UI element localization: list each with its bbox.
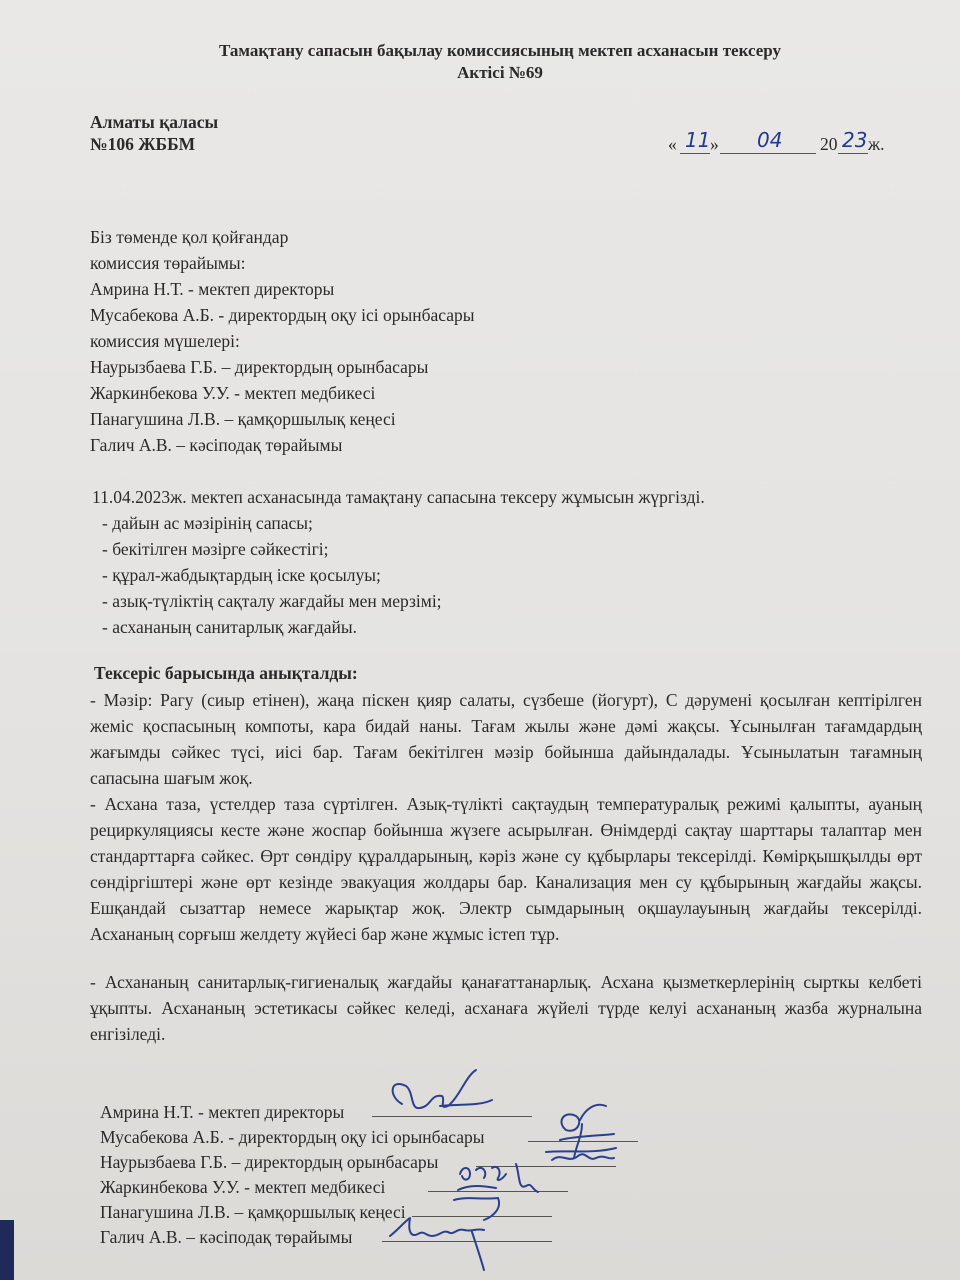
city: Алматы қаласы <box>90 112 219 132</box>
findings-paragraph: - Асхана таза, үстелдер таза сүртілген. Азық-түлікті сақтаудың температуралық режимі қалыпты, ауаның рециркуляциясы кесте және жоспар бойынша жүзеге асырылған. Өнімдерді сақтау шарттары талаптар мен стандарттарға сәйкес. Өрт сөндіру құралдарының, кәріз және су құбырлары тексерілді. Көмірқышқылды өрт сөндіргіштері және өрт кезінде эвакуация жолдары бар. Канализация мен су құбырының жағдайы жақсы. Ешқандай сызаттар немесе жарықтар жоқ. Электр сымдарының оқшаулауының жағдайы тексерілді. Асхананың сорғыш желдету жүйесі бар және жұмыс істеп тұр. <box>90 794 922 944</box>
date-month: 04 <box>757 128 783 152</box>
inspection-item: - асхананың санитарлық жағдайы. <box>102 617 357 637</box>
signatory-line: Панагушина Л.В. – қамқоршылық кеңесі <box>100 1202 406 1222</box>
findings-paragraph: - Асхананың санитарлық-гигиеналық жағдайы қанағаттанарлық. Асхана қызметкерлерінің сырткы келбеті ұқыпты. Асхананың эстетикасы сәйкес келеді, асханаға жүйелі түрде келуі асхананың жазба журналына енгізіледі. <box>90 972 922 1044</box>
signatory-line: Амрина Н.Т. - мектеп директоры <box>100 1102 345 1122</box>
member-line: Наурызбаева Г.Б. – директордың орынбасары <box>90 357 429 377</box>
date-day-line <box>680 153 710 154</box>
signatory-line: Жаркинбекова У.У. - мектеп медбикесі <box>100 1177 386 1197</box>
signature-6 <box>384 1214 494 1274</box>
date-year-prefix: 20 <box>820 134 838 154</box>
inspection-item: - азық-түліктің сақталу жағдайы мен мерзімі; <box>102 591 442 611</box>
members-heading: комиссия мүшелері: <box>90 331 240 351</box>
document-title: Тамақтану сапасын бақылау комиссиясының мектеп асханасын тексеру <box>218 41 781 60</box>
act-number: Актісі №69 <box>457 63 543 82</box>
signature-1 <box>380 1066 500 1126</box>
date-month-line <box>720 153 816 154</box>
findings-paragraph: - Мәзір: Рагу (сиыр етінен), жаңа піскен қияр салаты, сүзбеше (йогурт), С дәрумені қосылған кептірілген жеміс қоспасының компоты, кара бидай наны. Тағам жылы және дәмі жақсы. Ұсынылған тағамдардың жағымды сәйкес түсі, иісі бар. Тағам бекітілген мәзір бойынша дайындалады. Ұсынылатын тағамның сапасына шағым жоқ. <box>90 690 922 788</box>
signatory-line: Наурызбаева Г.Б. – директордың орынбасары <box>100 1152 439 1172</box>
member-line: Панагушина Л.В. – қамқоршылық кеңесі <box>90 409 396 429</box>
date-day: 11 <box>685 128 711 152</box>
signatory-line: Галич А.В. – кәсіподақ төрайымы <box>100 1227 353 1247</box>
school-name: №106 ЖББМ <box>90 134 196 154</box>
inspection-item: - құрал-жабдықтардың іске қосылуы; <box>102 565 381 585</box>
date-year: 23 <box>842 128 868 152</box>
signatory-line: Мусабекова А.Б. - директордың оқу ісі орынбасары <box>100 1127 485 1147</box>
date-mid-quote: » <box>710 134 719 154</box>
page-edge-shadow <box>0 1220 14 1280</box>
signature-3 <box>548 1148 618 1168</box>
date-open-quote: « <box>668 134 677 154</box>
chair-heading: комиссия төрайымы: <box>90 253 246 273</box>
date-suffix: ж. <box>868 134 885 154</box>
member-line: Жаркинбекова У.У. - мектеп медбикесі <box>90 383 376 403</box>
inspection-intro: 11.04.2023ж. мектеп асханасында тамақтану сапасына тексеру жұмысын жүргізді. <box>92 487 705 507</box>
chair-line: Амрина Н.Т. - мектеп директоры <box>90 279 335 299</box>
chair-line: Мусабекова А.Б. - директордың оқу ісі орынбасары <box>90 305 475 325</box>
inspection-item: - бекітілген мәзірге сәйкестігі; <box>102 539 329 559</box>
member-line: Галич А.В. – кәсіподақ төрайымы <box>90 435 343 455</box>
date-year-line <box>838 153 868 154</box>
inspection-item: - дайын ас мәзірінің сапасы; <box>102 513 313 533</box>
members-intro: Біз төменде қол қойғандар <box>90 227 289 247</box>
findings-heading: Тексеріс барысында анықталды: <box>94 663 358 683</box>
